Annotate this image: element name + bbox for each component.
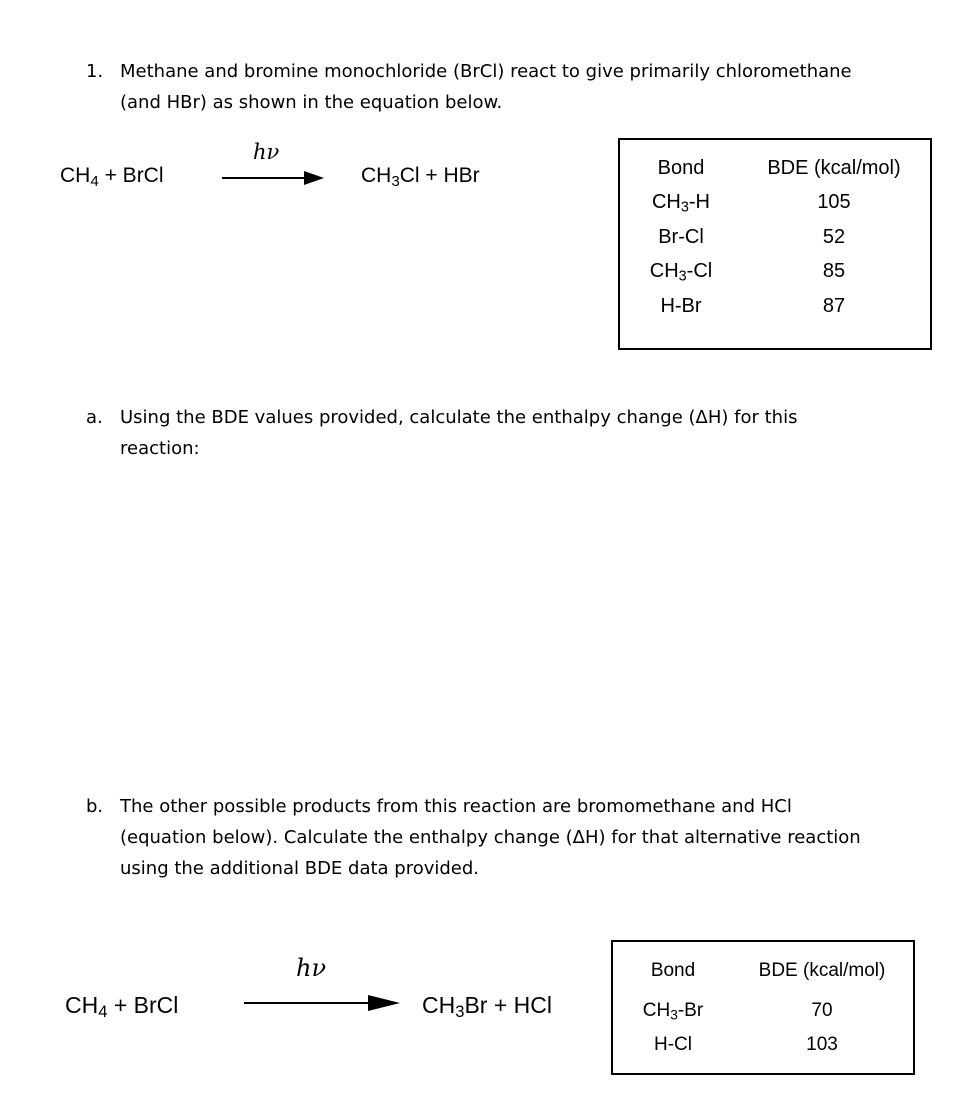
table1-bde-ch3-cl: 85	[822, 260, 846, 282]
table1-bde-br-cl: 52	[822, 226, 846, 248]
reaction2-products: $CH_3Br$ + HCl	[422, 992, 552, 1022]
bde-table-1	[618, 138, 932, 350]
question-text-line-1: Methane and bromine monochloride (BrCl) react to give primarily chloromethane	[120, 61, 852, 82]
reaction2-light-label: hν	[296, 954, 327, 982]
table2-bond-h-cl: H-Cl	[654, 1034, 692, 1055]
reaction1-arrow	[222, 168, 324, 188]
table1-bde-h-br: 87	[822, 295, 846, 317]
part-a-label: a.	[86, 407, 103, 428]
table2-bde-ch3-br: 70	[811, 1000, 833, 1021]
table1-header-bond: Bond	[657, 157, 705, 179]
part-b-text-line-1: The other possible products from this reaction are bromomethane and HCl	[120, 796, 792, 817]
part-a-text-line-1: Using the BDE values provided, calculate the enthalpy change (ΔH) for this	[120, 407, 798, 428]
table2-bde-h-cl: 103	[806, 1034, 838, 1055]
table1-bond-ch3-h: $CH_3-H$	[651, 191, 710, 216]
reaction1-products: $CH_3Cl$ + HBr	[361, 164, 480, 190]
table2-header-bond: Bond	[650, 960, 696, 981]
table1-bond-ch3-cl: $CH_3-Cl$	[649, 260, 713, 285]
reaction2-reactants: $CH_4$ + BrCl	[65, 992, 179, 1022]
reaction2-arrow	[244, 992, 400, 1014]
table1-bond-br-cl: Br-Cl	[658, 226, 704, 248]
table2-bond-ch3-br: $CH_3-Br$	[642, 1000, 704, 1023]
part-b-text-line-2: (equation below). Calculate the enthalpy change (ΔH) for that alternative reaction	[120, 827, 861, 848]
table1-bond-h-br: H-Br	[660, 295, 702, 317]
reaction1-reactants: $CH_4$ + BrCl	[60, 164, 164, 190]
table2-header-bde: BDE (kcal/mol)	[758, 960, 886, 981]
bde-table-2	[611, 940, 915, 1075]
part-b-label: b.	[86, 796, 104, 817]
question-text-line-2: (and HBr) as shown in the equation below.	[120, 92, 503, 113]
part-a-text-line-2: reaction:	[120, 438, 200, 459]
part-b-text-line-3: using the additional BDE data provided.	[120, 858, 480, 879]
table1-bde-ch3-h: 105	[817, 191, 851, 213]
reaction1-light-label: hν	[253, 140, 280, 164]
table1-header-bde: BDE (kcal/mol)	[767, 157, 901, 179]
question-number: 1.	[86, 61, 104, 82]
